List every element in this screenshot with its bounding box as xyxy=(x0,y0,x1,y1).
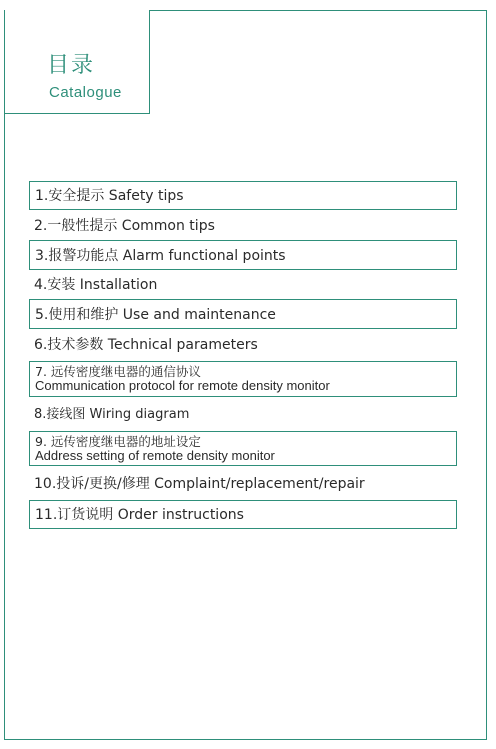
page-title: 目录 xyxy=(47,53,96,78)
toc-item-installation[interactable] xyxy=(29,276,457,296)
toc-item-label: 2.一般性提示 Common tips xyxy=(34,218,215,234)
toc-item-label: 1.安全提示 Safety tips xyxy=(35,188,184,204)
toc-item-complaint-replacement-repair[interactable] xyxy=(29,475,457,495)
toc-item-label: 10.投诉/更换/修理 Complaint/replacement/repair xyxy=(34,476,365,492)
toc-item-label: 11.订货说明 Order instructions xyxy=(35,507,244,523)
toc-item-safety-tips[interactable] xyxy=(29,181,457,210)
title-box xyxy=(4,10,150,114)
toc-item-label: 8.接线图 Wiring diagram xyxy=(34,407,190,422)
toc-item-label: 5.使用和维护 Use and maintenance xyxy=(35,307,276,323)
toc-item-order-instructions[interactable] xyxy=(29,500,457,529)
toc-item-address-setting[interactable] xyxy=(29,431,457,466)
page-subtitle: Catalogue xyxy=(49,84,122,101)
toc-item-label-zh: 7. 远传密度继电器的通信协议 xyxy=(35,364,201,379)
toc-item-wiring-diagram[interactable] xyxy=(29,406,457,424)
toc-item-label: 3.报警功能点 Alarm functional points xyxy=(35,248,286,264)
toc-item-label-zh: 9. 远传密度继电器的地址设定 xyxy=(35,434,201,449)
toc-item-communication-protocol[interactable] xyxy=(29,361,457,397)
toc-item-label-en: Address setting of remote density monitor xyxy=(35,448,275,463)
toc-item-label: 6.技术参数 Technical parameters xyxy=(34,337,258,353)
toc-item-label-en: Communication protocol for remote density monitor xyxy=(35,378,330,393)
toc-item-label: 4.安装 Installation xyxy=(34,277,158,293)
toc-item-alarm-functional-points[interactable] xyxy=(29,240,457,270)
toc-item-technical-parameters[interactable] xyxy=(29,336,457,356)
toc-item-use-and-maintenance[interactable] xyxy=(29,299,457,329)
toc-item-common-tips[interactable] xyxy=(29,217,457,237)
